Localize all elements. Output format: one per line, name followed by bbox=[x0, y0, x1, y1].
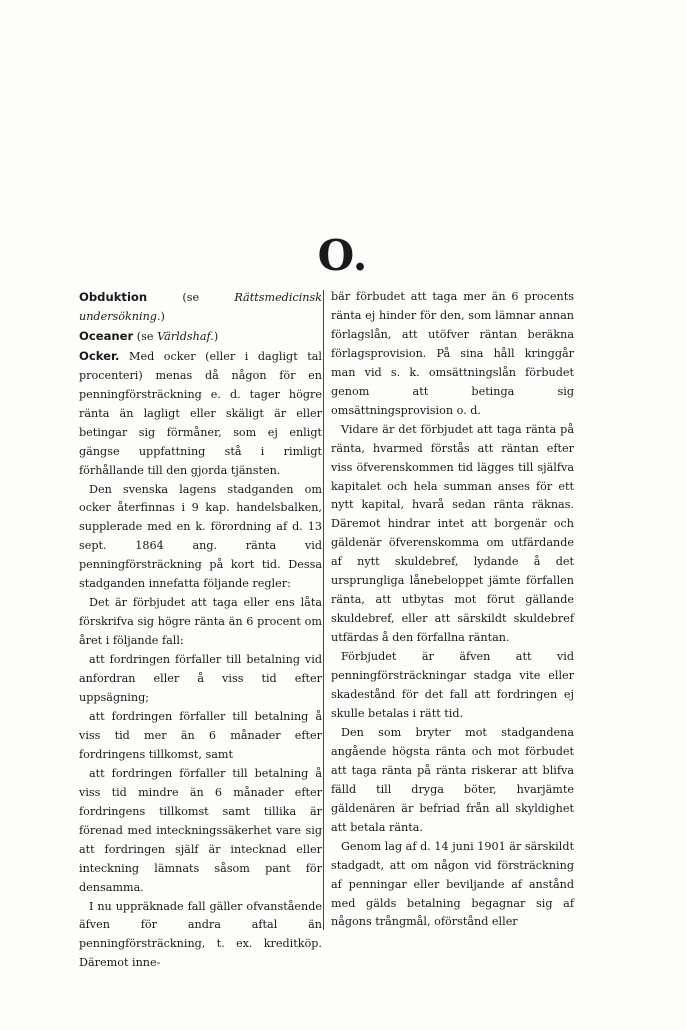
entry-ref-close: ) bbox=[213, 329, 219, 343]
paragraph: Det är förbjudet att taga eller ens låta förskrifva sig högre ränta än 6 procent om året i följande fall: bbox=[79, 596, 322, 648]
paragraph: att fordringen förfaller till betalning vid anfordran eller å viss tid efter uppsägning; bbox=[79, 653, 322, 705]
entry-cross-reference: Världshaf. bbox=[157, 329, 214, 343]
entry-ref-open: (se bbox=[147, 291, 235, 304]
paragraph: Förbjudet är äfven att vid penningförsträckningar stadga vite eller skadestånd för det fall att fordringen ej skulle betalas i rätt tid. bbox=[331, 650, 574, 720]
section-letter-heading: O. bbox=[317, 231, 369, 280]
paragraph-continued: bär förbudet att taga mer än 6 procents ränta ej hinder för den, som lämnar annan förlagslån, att utöfver räntan beräkna förlagsprovision. På sina håll kringgår man vid s. k. omsättningslån förbudet genom att betinga sig omsättningsprovision o. d. bbox=[331, 290, 574, 417]
paragraph: I nu uppräknade fall gäller ofvanstående äfven för andra aftal än penningförsträckning, t. ex. kreditköp. Däremot inne- bbox=[79, 899, 322, 970]
paragraph: Den svenska lagens stadganden om ocker återfinnas i 9 kap. handelsbalken, supplerade med en k. förordning af d. 13 sept. 1864 ang. ränta vid penningförsträckning på kort tid. Dessa stadganden innefatta följande regler: bbox=[79, 482, 322, 591]
column-divider bbox=[323, 290, 324, 930]
entry-headword: Obduktion bbox=[79, 290, 148, 304]
paragraph: Genom lag af d. 14 juni 1901 är särskildt stadgadt, att om någon vid försträckning af penningar eller beviljande af anstånd med gälds betalning begagnar sig af någons trångmål, oförstånd eller bbox=[331, 839, 574, 929]
entry-ref-close: ) bbox=[160, 309, 165, 323]
paragraph: att fordringen förfaller till betalning å viss tid mer än 6 månader efter fordringens tillkomst, samt bbox=[79, 709, 322, 761]
entry-headword: Oceaner bbox=[79, 328, 134, 343]
paragraph: Den som bryter mot stadgandena angående högsta ränta och mot förbudet att taga ränta på ränta riskerar att blifva fälld till dryga böter, hvarjämte gäldenären är befriad från all skyldighet att betala ränta. bbox=[331, 725, 574, 834]
right-column bbox=[331, 288, 574, 932]
entry-cross-reference: Rättsmedicinsk undersökning. bbox=[79, 291, 322, 323]
left-column bbox=[79, 288, 322, 973]
entry-ocker bbox=[79, 347, 322, 481]
entry-obduktion bbox=[79, 288, 322, 327]
entry-ref-open: (se bbox=[133, 329, 158, 343]
entry-oceaner bbox=[79, 327, 322, 347]
entry-headword: Ocker. bbox=[79, 348, 120, 363]
paragraph: att fordringen förfaller till betalning å viss tid mindre än 6 månader efter fordringens tillkomst samt tillika är förenad med inteckningssäkerhet vare sig att fordringen själf är intecknad eller inteckning lämnats såsom pant för densamma. bbox=[79, 766, 322, 894]
entry-definition: Med ocker (eller i dagligt tal procenteri) menas då någon för en penningförsträckning e. d. tager högre ränta än lagligt eller skäligt är eller betingar sig förmåner, som ej enligt gängse uppfattning stå i rimligt förhållande till den gjorda tjänsten. bbox=[79, 349, 322, 477]
paragraph: Vidare är det förbjudet att taga ränta på ränta, hvarmed förstås att räntan efter viss öfverenskommen tid lägges till själfva kapitalet och hela summan anses för ett nytt kapital, hvarå sedan ränta räknas. Däremot hindrar intet att borgenär och gäldenär öfverenskomma om utfärdande af nytt skuldebref, lydande å det ursprungliga lånebeloppet jämte förfallen ränta, att utbytas mot förut gällande skuldebref, eller att särskildt skuldebref utfärdas å den förfallna räntan. bbox=[331, 422, 574, 645]
